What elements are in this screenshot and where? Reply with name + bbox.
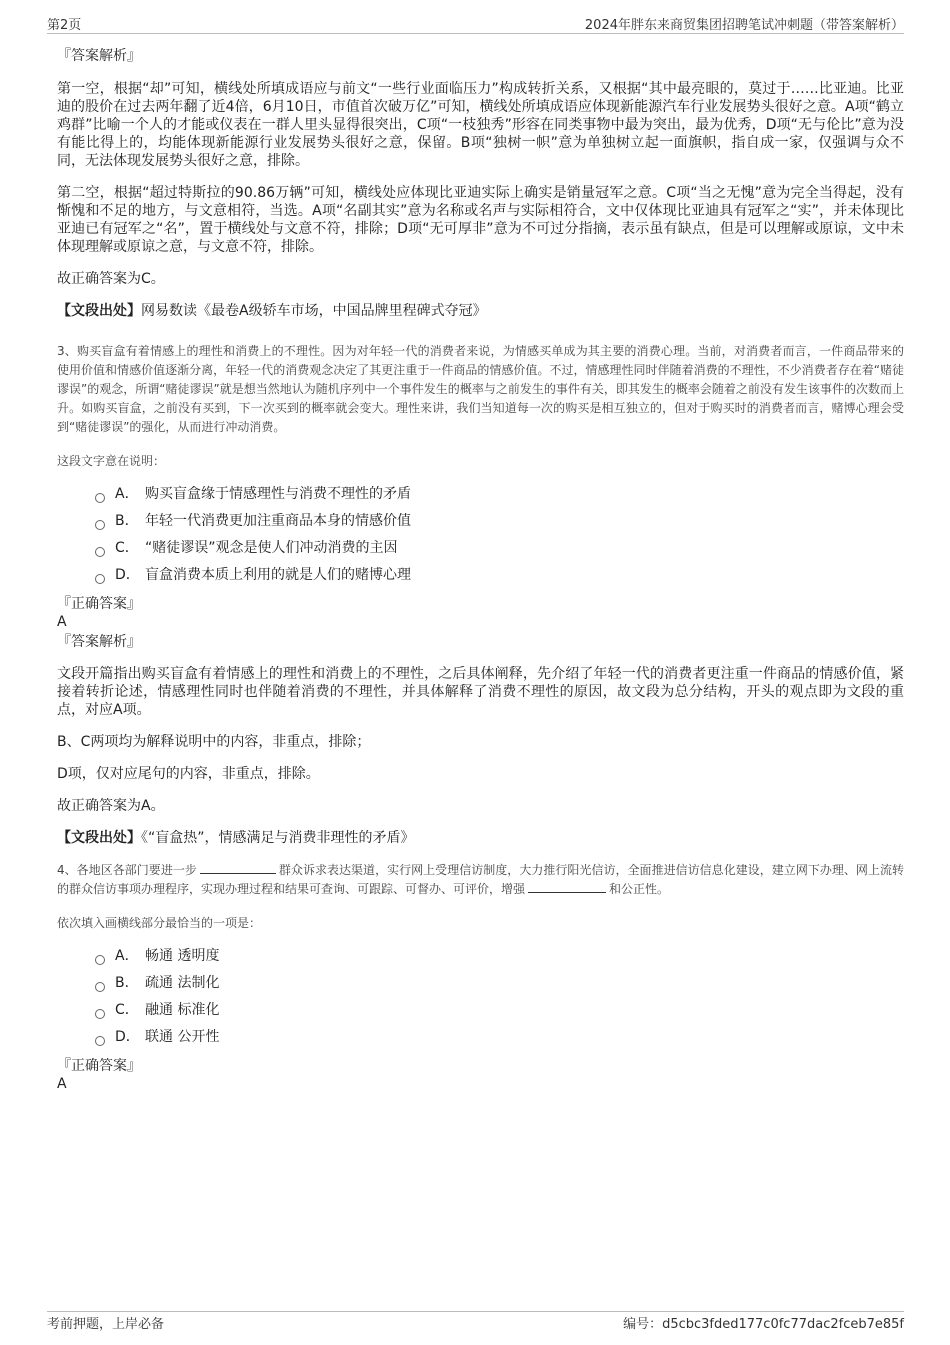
- q3-stem: 3、购买盲盒有着情感上的理性和消费上的不理性。因为对年轻一代的消费者来说，为情感买单成为其主要的消费心理。当前，对消费者而言，一件商品带来的使用价值和情感价值逐渐分离，年轻一代的消费观念决定了其更注重于一件商品的情感价值。不过，情感理性同时伴随着消费的不理性，不少消费者存在着“赌徒谬误”的观念，所谓“赌徒谬误”就是想当然地认为随机序列中一个事件发生的概率与之前发生的事件有关，即其发生的概率会随着之前没有发生该事件的次数而上升。如购买盲盒，之前没有买到，下一次买到的概率就会变大。理性来讲，我们当知道每一次的购买是相互独立的，但对于购买时的消费者而言，赌博心理会受到“赌徒谬误”的强化，从而进行冲动消费。: [57, 344, 904, 434]
- q3-option-d[interactable]: D． 盲盒消费本质上利用的就是人们的赌博心理: [95, 562, 904, 589]
- q3-source-label: 【文段出处】: [57, 830, 141, 846]
- q2-source-label: 【文段出处】: [57, 303, 141, 319]
- q4-blank-2: [528, 880, 606, 893]
- q4-option-d[interactable]: D． 联通 公开性: [95, 1024, 904, 1051]
- q4-stem: 4、各地区各部门要进一步 群众诉求表达渠道，实行网上受理信访制度，大力推行阳光信访，全面推进信访信息化建设，建立网下办理、网上流转的群众信访事项办理程序，实现办理过程和结果可查询、可跟踪、可督办、可评价，增强 和公正性。: [57, 863, 904, 896]
- footer-divider: [47, 1311, 904, 1312]
- radio-icon[interactable]: [95, 982, 105, 992]
- document-title: 2024年胖东来商贸集团招聘笔试冲刺题（带答案解析）: [584, 18, 904, 33]
- q2-conclusion: 故正确答案为C。: [57, 271, 165, 287]
- q2-analysis-p2: 第二空，根据“超过特斯拉的90.86万辆”可知，横线处应体现比亚迪实际上确实是销量冠军之意。C项“当之无愧”意为完全当得起，没有惭愧和不足的地方，与文意相符，当选。A项“名副其实”意为名称或名声与实际相符合，文中仅体现比亚迪具有冠军之“实”，并未体现比亚迪已有冠军之“名”，置于横线处与文意不符，排除；D项“无可厚非”意为不可过分指摘，表示虽有缺点，但是可以理解或原谅，文中未体现理解或原谅之意，与文意不符，排除。: [57, 185, 904, 255]
- q3-source-text: 《“盲盒热”，情感满足与消费非理性的矛盾》: [141, 830, 415, 846]
- q3-analysis-label: 『答案解析』: [57, 634, 141, 650]
- q3-analysis-p2: B、C两项均为解释说明中的内容，非重点，排除；: [57, 734, 371, 750]
- q4-options: [95, 943, 904, 1051]
- q2-analysis-label: 『答案解析』: [57, 48, 141, 64]
- q4-option-c[interactable]: C． 融通 标准化: [95, 997, 904, 1024]
- q4-correct-answer: A: [57, 1076, 67, 1092]
- q3-analysis-p3: D项，仅对应尾句的内容，非重点，排除。: [57, 766, 320, 782]
- radio-icon[interactable]: [95, 955, 105, 965]
- q3-option-c[interactable]: C． “赌徒谬误”观念是使人们冲动消费的主因: [95, 535, 904, 562]
- radio-icon[interactable]: [95, 1036, 105, 1046]
- q3-source: [57, 829, 904, 847]
- radio-icon[interactable]: [95, 1009, 105, 1019]
- main-content: [57, 46, 904, 1093]
- q3-conclusion: 故正确答案为A。: [57, 798, 165, 814]
- q2-source-text: 网易数读《最卷A级轿车市场，中国品牌里程碑式夺冠》: [141, 303, 487, 319]
- page-number: 第2页: [47, 18, 82, 33]
- page-header: [47, 14, 904, 34]
- q3-option-b[interactable]: B． 年轻一代消费更加注重商品本身的情感价值: [95, 508, 904, 535]
- q2-source: [57, 302, 904, 320]
- q3-prompt: 这段文字意在说明：: [57, 454, 166, 468]
- document-id: 编号：d5cbc3fded177c0fc77dac2fceb7e85f: [623, 1317, 904, 1332]
- q3-options: [95, 481, 904, 589]
- q4-prompt: 依次填入画横线部分最恰当的一项是：: [57, 916, 262, 930]
- q3-correct-answer: A: [57, 614, 67, 630]
- footer-slogan: 考前押题，上岸必备: [47, 1317, 165, 1332]
- header-divider: [47, 33, 904, 34]
- q3-analysis-p1: 文段开篇指出购买盲盒有着情感上的理性和消费上的不理性，之后具体阐释，先介绍了年轻一代的消费者更注重一件商品的情感价值，紧接着转折论述，情感理性同时也伴随着消费的不理性，并具体解释了消费不理性的原因，故文段为总分结构，开头的观点即为文段的重点，对应A项。: [57, 666, 904, 718]
- q4-option-b[interactable]: B． 疏通 法制化: [95, 970, 904, 997]
- q4-correct-label: 『正确答案』: [57, 1058, 141, 1074]
- radio-icon[interactable]: [95, 574, 105, 584]
- radio-icon[interactable]: [95, 520, 105, 530]
- q4-option-a[interactable]: A． 畅通 透明度: [95, 943, 904, 970]
- radio-icon[interactable]: [95, 493, 105, 503]
- q4-blank-1: [200, 861, 276, 874]
- q3-option-a[interactable]: A． 购买盲盒缘于情感理性与消费不理性的矛盾: [95, 481, 904, 508]
- radio-icon[interactable]: [95, 547, 105, 557]
- q2-analysis-p1: 第一空，根据“却”可知，横线处所填成语应与前文“一些行业面临压力”构成转折关系，又根据“其中最亮眼的，莫过于……比亚迪。比亚迪的股价在过去两年翻了近4倍，6月10日，市值首次破万亿”可知，横线处所填成语应体现新能源汽车行业发展势头很好之意。A项“鹤立鸡群”比喻一个人的才能或仪表在一群人里头显得很突出，C项“一枝独秀”形容在同类事物中最为突出，最为优秀，D项“无与伦比”意为没有能比得上的，均能体现新能源行业发展势头很好之意，保留。B项“独树一帜”意为单独树立起一面旗帜，指自成一家，仅强调与众不同，无法体现发展势头很好之意，排除。: [57, 81, 904, 169]
- q3-correct-label: 『正确答案』: [57, 596, 141, 612]
